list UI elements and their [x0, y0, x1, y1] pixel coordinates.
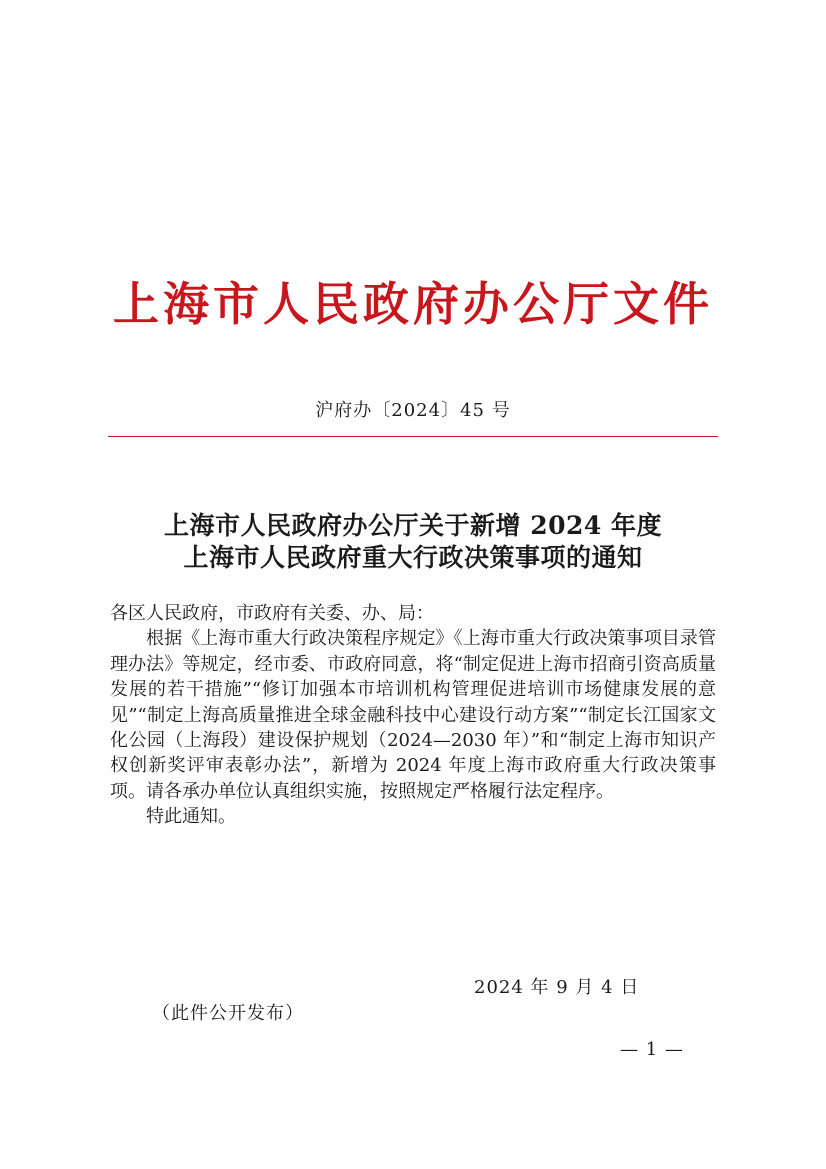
notice-title [0, 510, 826, 574]
page-number: — 1 — [620, 1039, 684, 1060]
notice-body [110, 601, 716, 830]
closing-line: 特此通知。 [146, 806, 236, 828]
red-divider-line [108, 436, 718, 437]
issue-date: 2024 年 9 月 4 日 [474, 977, 640, 998]
body-paragraph: 根据《上海市重大行政决策程序规定》《上海市重大行政决策事项目录管理办法》等规定，经市委、市政府同意，将“制定促进上海市招商引资高质量发展的若干措施”“修订加强本市培训机构管理促进培训市场健康发展的意见”“制定上海高质量推进全球金融科技中心建设行动方案”“制定长江国家文化公园（上海段）建设保护规划（2024—2030 年）”和“制定上海市知识产权创新奖评审表彰办法”，新增为 2024 年度上海市政府重大行政决策事项。请各承办单位认真组织实施，按照规定严格履行法定程序。 [110, 628, 716, 802]
notice-title-line-1: 上海市人民政府办公厅关于新增 2024 年度 [164, 511, 662, 540]
document-number: 沪府办〔2024〕45 号 [315, 400, 511, 421]
salutation: 各区人民政府，市政府有关委、办、局： [110, 603, 434, 624]
masthead-title: 上海市人民政府办公厅文件 [113, 277, 713, 331]
publish-note: （此件公开发布） [152, 1003, 304, 1024]
notice-title-line-2: 上海市人民政府重大行政决策事项的通知 [183, 543, 643, 572]
